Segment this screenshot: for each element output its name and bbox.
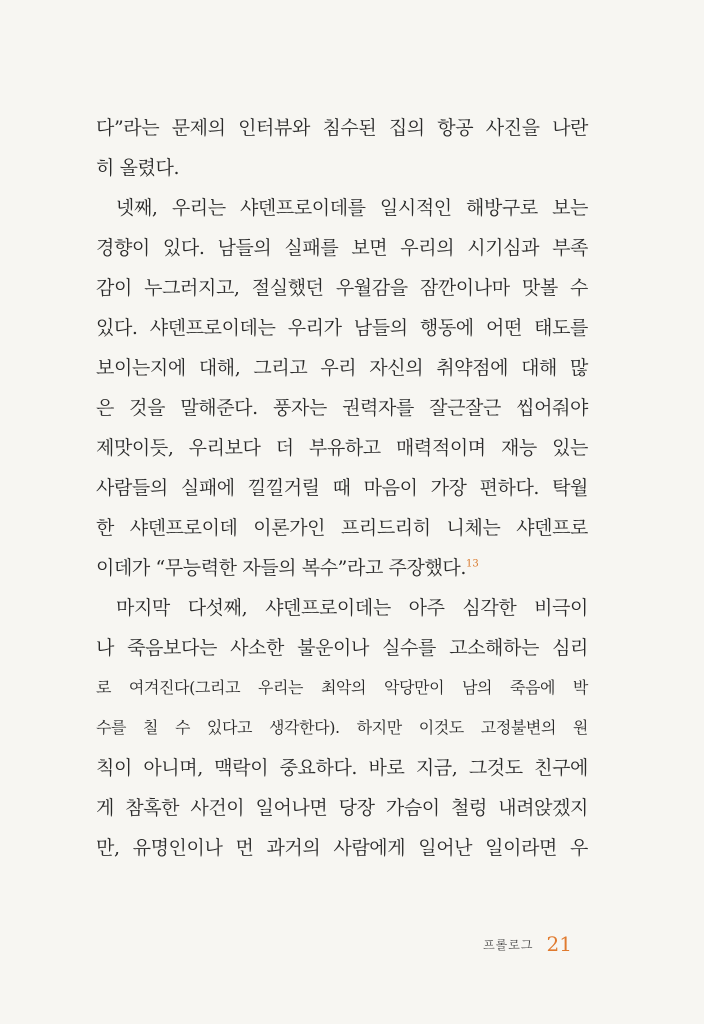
text-line: 칙이 아니며, 맥락이 중요하다. 바로 지금, 그것도 친구에 [96,757,588,779]
footnote-marker[interactable]: 13 [466,558,479,570]
text-line: 있다. 샤덴프로이데는 우리가 남들의 행동에 어떤 태도를 [96,317,588,339]
paragraph-start-line: 넷째, 우리는 샤덴프로이데를 일시적인 해방구로 보는 [116,197,588,219]
text-line: 수를 칠 수 있다고 생각한다). 하지만 이것도 고정불변의 원 [96,718,588,737]
paragraph-start-line: 마지막 다섯째, 샤덴프로이데는 아주 심각한 비극이 [116,597,588,619]
text-line-with-footnote [96,548,588,588]
text-line: 보이는지에 대해, 그리고 우리 자신의 취약점에 대해 많 [96,357,588,379]
text-line: 만, 유명인이나 먼 과거의 사람에게 일어난 일이라면 우 [96,837,588,859]
text-line: 나 죽음보다는 사소한 불운이나 실수를 고소해하는 심리 [96,637,588,659]
text-line: 경향이 있다. 남들의 실패를 보면 우리의 시기심과 부족 [96,237,588,259]
text-line: 제맛이듯, 우리보다 더 부유하고 매력적이며 재능 있는 [96,437,588,459]
text-line: 감이 누그러지고, 절실했던 우월감을 잠깐이나마 맛볼 수 [96,277,588,299]
text-line: 한 샤덴프로이데 이론가인 프리드리히 니체는 샤덴프로 [96,517,588,539]
text-line: 은 것을 말해준다. 풍자는 권력자를 잘근잘근 씹어줘야 [96,397,588,419]
text-line: 게 참혹한 사건이 일어나면 당장 가슴이 철렁 내려앉겠지 [96,797,588,819]
text-line: 다”라는 문제의 인터뷰와 침수된 집의 항공 사진을 나란 [96,117,588,139]
text-line: 히 올렸다. [96,157,180,179]
body-text [96,108,588,868]
text-line: 이데가 “무능력한 자들의 복수”라고 주장했다. [96,557,466,579]
text-line: 로 여겨진다(그리고 우리는 최악의 악당만이 남의 죽음에 박 [96,678,588,697]
running-footer-title: 프롤로그 [483,937,534,952]
page-number: 21 [546,932,572,956]
page-footer [0,932,572,956]
text-line: 사람들의 실패에 낄낄거릴 때 마음이 가장 편하다. 탁월 [96,477,588,499]
